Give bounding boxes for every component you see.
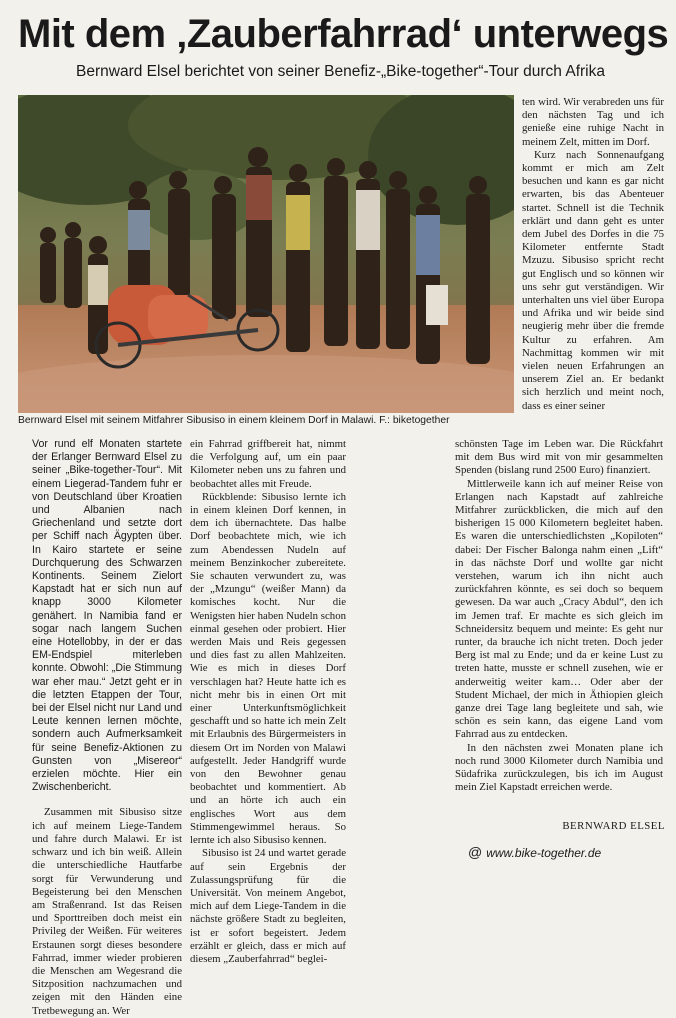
website-url[interactable]: www.bike-together.de [486,846,602,860]
body-paragraph: Kurz nach Sonnenaufgang kommt er mich am Zelt besuchen und kann es gar nicht erwarten, bis das Abenteuer startet. Schnell ist die Technik erklärt und dann geht es unter dem Jubel des Dorfes in die 75 Kilometer entfernte Stadt Mzuzu. Sibusiso spricht recht gut Englisch und so können wir uns sehr gut verständigen. Wir unterhalten uns viel über Europa und Afrika und wir beide sind neugierig mehr über die fremde Kultur zu erfahren. Am Nachmittag kommen wir mit vielen neuen Erfahrungen an unserem Ziel an. Er bedankt sich herzlich und meint noch, dass es einer seiner [522,148,664,412]
article-column-3-bottom [455,438,663,794]
headline: Mit dem ‚Zauberfahrrad‘ unterwegs [18,12,669,56]
article-column-2 [190,438,346,966]
website-link[interactable] [468,844,664,860]
body-paragraph: Sibusiso ist 24 und wartet gerade auf sein Ergebnis der Zulassungsprüfung für die Universität. Von meinem Angebot, mich auf dem Liege-Tandem in die nächste größere Stadt zu begleiten, ist er sofort begeistert. Jedem erzählt er gleich, dass er mich auf diesem „Zauberfahrrad“ beglei- [190,847,346,965]
body-paragraph: ein Fahrrad griffbereit hat, nimmt die Verfolgung auf, um ein paar Kilometer neben uns zu fahren und beobachtet alles mit Freude. [190,438,346,490]
subheadline: Bernward Elsel berichtet von seiner Benefiz-„Bike-together“-Tour durch Afrika [76,63,605,80]
body-paragraph: In den nächsten zwei Monaten plane ich noch rund 3000 Kilometer durch Namibia und Südafrika zurückzulegen, bis ich im August mein Ziel Kapstadt erreichen werde. [455,741,663,794]
intro-paragraph: Vor rund elf Monaten startete der Erlanger Bernward Elsel zu seiner „Bike-together-Tour“. Mit einem Liegerad-Tandem fuhr er von Deutschland über Kroatien und Albanien nach Griechenland und setzte dort per Schiff nach Ägypten über. In Kairo startete er seine Durchquerung des Schwarzen Kontinents. Seinem Zielort Kapstadt hat er sich nun auf knapp 3000 Kilometer genähert. In Namibia fand er sogar nach langem Suchen eine Hotellobby, in der er das EM-Endspiel miterleben konnte. Obwohl: „Die Stimmung war eher mau.“ Jetzt geht er in die letzten Etappen der Tour, bei der Elsel nicht nur Land und Leute kennen lernen möchte, sondern auch Aufmerksamkeit für seine Benefiz-Aktionen zu Gunsten von „Misereor“ erzielen möchte. Hier ein Zwischenbericht. [32,438,182,794]
article-column-3-top [522,96,664,413]
body-paragraph: Rückblende: Sibusiso lernte ich in einem kleinen Dorf kennen, in dem ich übernachtete. Das halbe Dorf beobachtete mich, wie ich zum Abendessen Nudeln auf meinem Benzinkocher zubereitete. Sie schauten verwundert zu, was der „Mzungu“ (weißer Mann) da komisches kocht. Nur die Wenigsten hier haben Nudeln schon einmal gesehen oder probiert. Hier werden Mais und Reis gegessen und dies fast zu allen Mahlzeiten. Wie es mich in dieses Dorf verschlagen hat? Heute hatte ich es nicht mehr bis in einen Ort mit einer Unterkunftsmöglichkeit geschafft und so hatte ich mein Zelt mit Erlaubnis des Bürgermeisters in diesem Ort im Norden von Malawi aufgestellt. Jeder Handgriff wurde von den Bewohner genau beobachtet und kommentiert. Ab und an hörte ich auch ein englisches Wort aus dem Stimmengewimmel heraus. So lernte ich also Sibusiso kennen. [190,490,346,847]
photo-caption: Bernward Elsel mit seinem Mitfahrer Sibusiso in einem kleinem Dorf in Malawi. F.: biketogether [18,415,450,426]
body-paragraph: Zusammen mit Sibusiso sitze ich auf meinem Liege-Tandem und fahre durch Malawi. Er ist schwarz und ich bin weiß. Allein die unterschiedliche Hautfarbe sorgt für Verwunderung und Begeisterung bei den Menschen am Straßenrand. Ist das Reisen und Sporttreiben doch meist ein Privileg der Weißen. Für weiteres Erstaunen sorgt dieses besondere Fahrrad, immer wieder probieren die Menschen am Wegesrand die Sitzposition nachzumachen und zeigen mit den Händen eine Tretbewegung an. Wer [32,806,182,1017]
body-paragraph: ten wird. Wir verabreden uns für den nächsten Tag und ich genieße eine ruhige Nacht in meinem Zelt, mitten im Dorf. [522,96,664,148]
author-signature: BERNWARD ELSEL [562,820,665,832]
article-photo [18,95,514,413]
at-icon: @ [468,844,483,860]
article-column-1 [32,438,182,1018]
body-paragraph: Mittlerweile kann ich auf meiner Reise von Erlangen nach Kapstadt auf zahlreiche Mitfahrer zurückblicken, die mich auf den bisherigen 15 000 Kilometern begleitet haben. Es waren die unterschiedlichsten „Kopiloten“ dabei: Der Fischer Balonga nahm einen „Lift“ in das nächste Dorf und wollte gar nicht verstehen, warum ich ihn nicht auch zurückfahren könnte, es sei doch so bequem gewesen. Da war auch „Cracy Abdul“, den ich im Jemen traf. Er machte es sich gleich im Schneidersitz bequem und meinte: Es geht nur runter, da brauche ich nicht treten. Doch jeder Berg ist mal zu Ende; und da er keine Lust zu treten hatte, musste er schnell zusehen, wie er anderweitig weiter kam… Oder aber der Student Michael, der mich in Äthiopien gleich ganze drei Tage lang begleitete und sah, wie schön es sein kann, das eigene Land vom Fahrrad aus zu entdecken. [455,477,663,741]
body-paragraph: schönsten Tage im Leben war. Die Rückfahrt mit dem Bus wird mit von mir gesammelten Spenden (bislang rund 2500 Euro) finanziert. [455,438,663,477]
